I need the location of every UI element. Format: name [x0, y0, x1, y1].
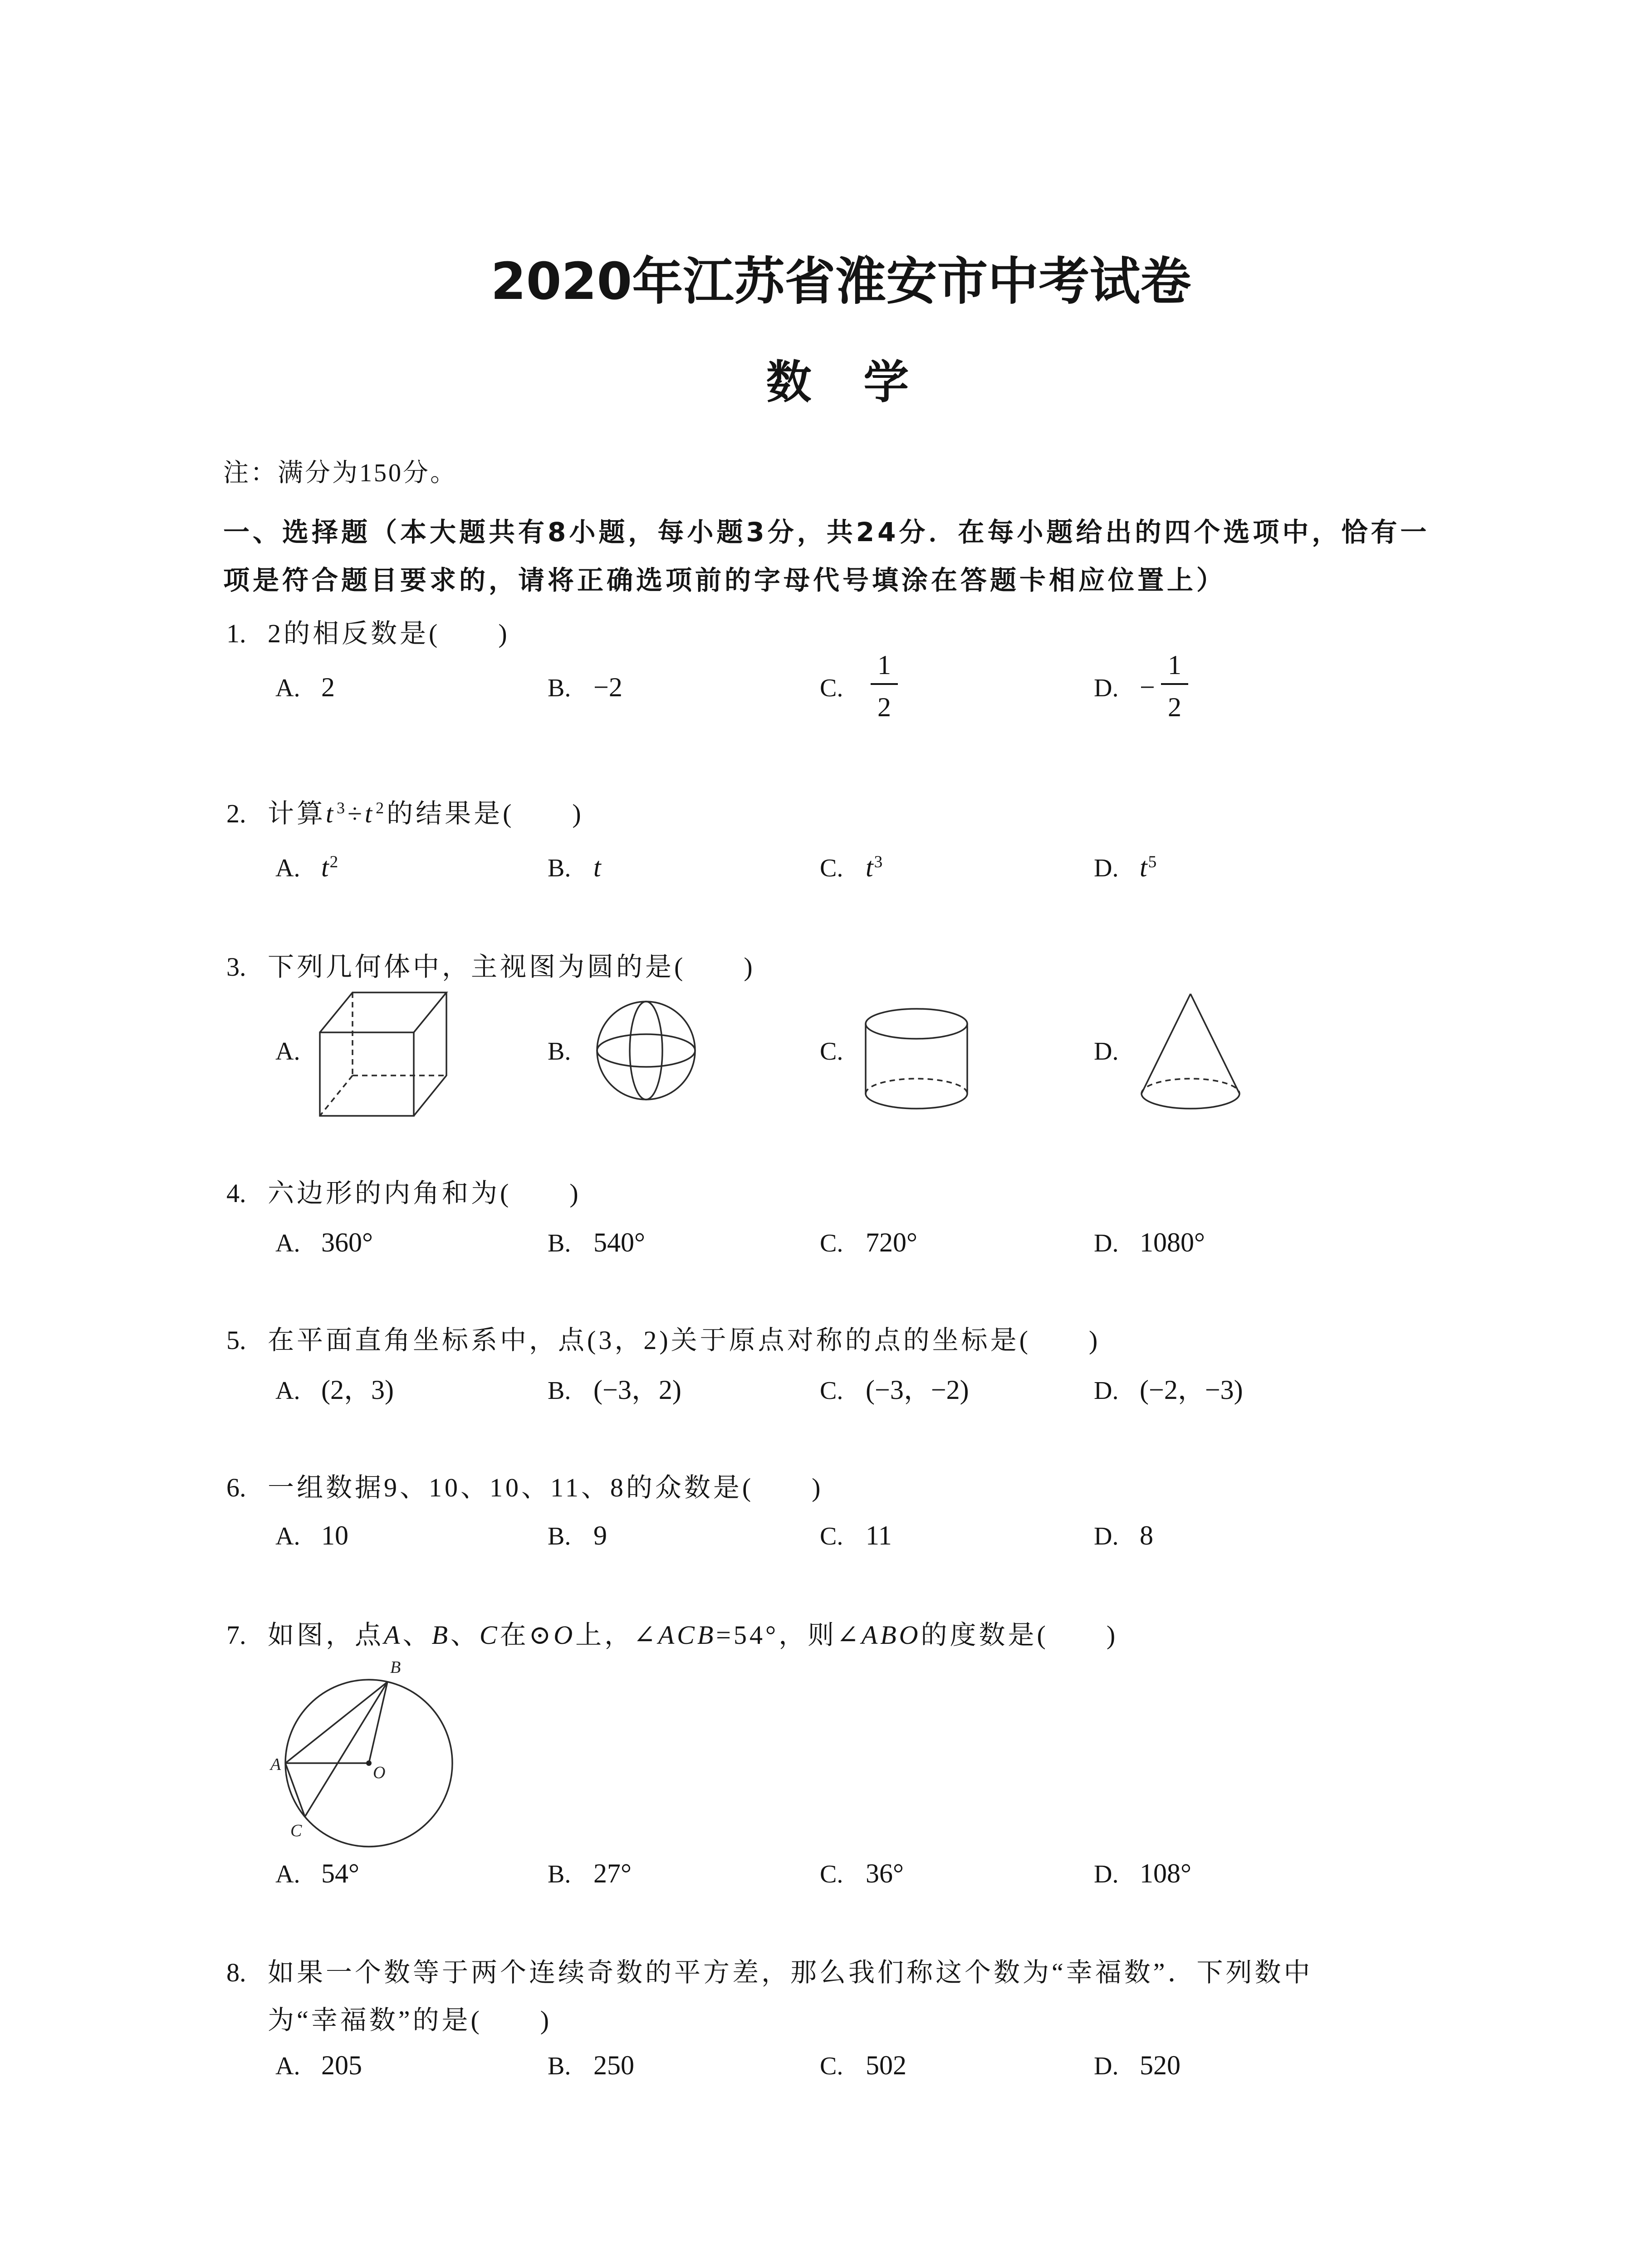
- question-3-option-c: [820, 1035, 866, 1067]
- option-label: C.: [820, 1522, 843, 1550]
- cylinder-base-back: [866, 1079, 967, 1094]
- option-label: A.: [275, 1037, 300, 1066]
- option-value: 502: [866, 2050, 906, 2080]
- question-1-option-d: [1094, 650, 1181, 722]
- angle-label: ACB: [658, 1620, 716, 1650]
- option-value: 9: [593, 1520, 607, 1550]
- question-number: 2.: [226, 799, 246, 828]
- question-3-option-b: [548, 1035, 593, 1067]
- point-label: A: [384, 1620, 403, 1650]
- question-4-option-d: [1094, 1227, 1205, 1259]
- option-label: C.: [820, 854, 843, 882]
- option-label: B.: [548, 854, 571, 882]
- question-5-option-c: [820, 1374, 969, 1407]
- exponent: 2: [329, 852, 338, 871]
- question-1-option-c: [820, 650, 891, 722]
- option-label: B.: [548, 1229, 571, 1257]
- question-stem-text: 如图，点: [268, 1620, 384, 1650]
- option-value: 720°: [866, 1227, 917, 1257]
- variable: t: [364, 799, 375, 828]
- section-instructions-line-1: 一、选择题（本大题共有8小题，每小题3分，共24分．在每小题给出的四个选项中，恰有一: [223, 517, 1430, 547]
- fraction-denominator: 2: [877, 692, 891, 722]
- option-label: D.: [1094, 1037, 1119, 1066]
- question-8-option-b: [548, 2049, 634, 2082]
- question-6-option-d: [1094, 1520, 1153, 1552]
- question-number: 1.: [226, 619, 246, 648]
- question-7: [226, 1619, 1118, 1651]
- question-5: [226, 1325, 1100, 1356]
- option-value: 36°: [866, 1858, 904, 1888]
- minus-sign: −: [1140, 672, 1155, 702]
- question-3: [226, 951, 755, 983]
- question-stem: 六边形的内角和为( ): [268, 1178, 581, 1208]
- option-label: B.: [548, 1860, 571, 1888]
- option-value: (2，3): [321, 1375, 394, 1405]
- option-label: C.: [820, 2052, 843, 2080]
- cylinder-top: [866, 1009, 967, 1039]
- option-label: D.: [1094, 674, 1119, 702]
- question-stem: 2的相反数是( ): [268, 619, 510, 648]
- question-4-option-a: [275, 1227, 373, 1259]
- option-label: B.: [548, 674, 571, 702]
- option-label: B.: [548, 1037, 571, 1066]
- question-3-option-d: [1094, 1035, 1140, 1067]
- option-label: A.: [275, 2052, 300, 2080]
- cube-hidden-edges: [320, 992, 446, 1116]
- question-5-option-a: [275, 1374, 394, 1407]
- question-2-option-b: [548, 851, 601, 884]
- question-stem: 一组数据9、10、10、11、8的众数是( ): [268, 1473, 823, 1502]
- exponent: 2: [376, 799, 387, 817]
- question-2-option-d: [1094, 851, 1156, 884]
- cone-figure: [1136, 989, 1245, 1114]
- question-2-option-c: [820, 851, 882, 884]
- question-stem: 下列几何体中，主视图为圆的是( ): [268, 952, 755, 982]
- question-stem-text: 的度数是( ): [921, 1620, 1118, 1650]
- variable: t: [321, 852, 329, 882]
- exponent: 3: [874, 852, 883, 871]
- center-point: [366, 1760, 372, 1766]
- question-stem-text: 上，∠: [575, 1620, 658, 1650]
- option-value: (−3，2): [593, 1375, 681, 1405]
- option-value: 2: [321, 672, 335, 702]
- option-value: 8: [1140, 1520, 1153, 1550]
- question-number: 5.: [226, 1325, 246, 1355]
- question-8: [226, 1957, 1313, 1989]
- question-6: [226, 1472, 823, 1504]
- variable: t: [1140, 852, 1147, 882]
- point-label: C: [479, 1620, 500, 1650]
- option-label: C.: [820, 1860, 843, 1888]
- question-7-option-d: [1094, 1857, 1191, 1890]
- question-1-option-b: [548, 671, 622, 704]
- question-6-option-a: [275, 1520, 348, 1552]
- option-value: (−2，−3): [1140, 1375, 1243, 1405]
- score-note: 注：满分为150分。: [223, 459, 457, 487]
- circle-figure: [254, 1651, 463, 1842]
- question-stem-text: 在⊙: [500, 1620, 554, 1650]
- question-stem-text: 、: [402, 1620, 432, 1650]
- option-label: D.: [1094, 854, 1119, 882]
- option-label: A.: [275, 1229, 300, 1257]
- question-2: [226, 798, 584, 830]
- division-sign: ÷: [348, 799, 365, 828]
- exponent: 5: [1148, 852, 1157, 871]
- triangle-and-radii: [285, 1682, 387, 1817]
- question-4: [226, 1178, 581, 1209]
- question-number: 4.: [226, 1178, 246, 1208]
- question-7-option-a: [275, 1857, 359, 1890]
- point-b-label: B: [390, 1658, 401, 1677]
- cube-visible-edges: [320, 992, 446, 1116]
- sphere-outline: [597, 1002, 695, 1100]
- option-label: A.: [275, 854, 300, 882]
- point-o-label: O: [373, 1763, 386, 1782]
- option-value: 520: [1140, 2050, 1181, 2080]
- option-label: D.: [1094, 1522, 1119, 1550]
- option-value: 54°: [321, 1858, 359, 1888]
- question-stem-text: 的结果是( ): [387, 799, 584, 828]
- subject-title: 数 学: [766, 356, 916, 409]
- option-label: C.: [820, 1377, 843, 1405]
- option-label: A.: [275, 1377, 300, 1405]
- question-stem-line-1: 如果一个数等于两个连续奇数的平方差，那么我们称这个数为“幸福数”．下列数中: [268, 1958, 1313, 1987]
- question-6-option-b: [548, 1520, 607, 1552]
- question-5-option-b: [548, 1374, 681, 1407]
- fraction-denominator: 2: [1168, 692, 1181, 722]
- question-stem-line-2: 为“幸福数”的是( ): [268, 2005, 552, 2035]
- cube-figure: [313, 984, 454, 1125]
- question-5-option-d: [1094, 1374, 1243, 1407]
- question-number: 8.: [226, 1958, 246, 1987]
- point-label: B: [431, 1620, 451, 1650]
- fraction-bar: [1161, 683, 1188, 685]
- question-stem-text: =54°，则∠: [716, 1620, 862, 1650]
- question-4-option-b: [548, 1227, 645, 1259]
- exam-title: 2020年江苏省淮安市中考试卷: [490, 252, 1191, 311]
- fraction: [1161, 649, 1188, 723]
- question-stem-text: 、: [450, 1620, 480, 1650]
- option-label: B.: [548, 1522, 571, 1550]
- question-number: 3.: [226, 952, 246, 982]
- point-c-label: C: [290, 1821, 302, 1840]
- cone-base-front: [1141, 1094, 1239, 1109]
- fraction-numerator: 1: [1168, 650, 1181, 680]
- cone-base-back: [1141, 1079, 1239, 1094]
- question-number: 7.: [226, 1620, 246, 1650]
- point-label: O: [554, 1620, 576, 1650]
- angle-label: ABO: [861, 1620, 921, 1650]
- fraction-bar: [871, 683, 898, 685]
- question-1-option-a: [275, 671, 335, 704]
- question-7-option-b: [548, 1857, 632, 1890]
- option-label: C.: [820, 674, 843, 702]
- cylinder-base-front: [866, 1094, 967, 1109]
- option-value: 11: [866, 1520, 892, 1550]
- option-label: B.: [548, 2052, 571, 2080]
- option-label: C.: [820, 1229, 843, 1257]
- option-label: C.: [820, 1037, 843, 1066]
- exponent: 3: [337, 799, 348, 817]
- question-8-option-d: [1094, 2049, 1181, 2082]
- section-instructions-line-2: 项是符合题目要求的，请将正确选项前的字母代号填涂在答题卡相应位置上）: [223, 565, 1226, 596]
- fraction-numerator: 1: [877, 650, 891, 680]
- option-value: 540°: [593, 1227, 645, 1257]
- question-number: 6.: [226, 1473, 246, 1502]
- option-value: 108°: [1140, 1858, 1191, 1888]
- option-value: −2: [593, 672, 622, 702]
- variable: t: [326, 799, 336, 828]
- question-4-option-c: [820, 1227, 917, 1259]
- question-6-option-c: [820, 1520, 892, 1552]
- cube-front-face: [320, 1032, 414, 1116]
- option-label: A.: [275, 674, 300, 702]
- question-8-option-a: [275, 2049, 362, 2082]
- fraction: [871, 649, 898, 723]
- option-value: 1080°: [1140, 1227, 1205, 1257]
- option-label: D.: [1094, 1377, 1119, 1405]
- cone-sides: [1141, 994, 1239, 1094]
- question-8-option-c: [820, 2049, 906, 2082]
- question-2-option-a: [275, 851, 338, 884]
- question-stem-text: 计算: [268, 799, 326, 828]
- variable: t: [866, 852, 873, 882]
- question-7-option-c: [820, 1857, 904, 1890]
- sphere-figure: [594, 999, 699, 1103]
- question-1: [226, 618, 510, 650]
- option-value: 27°: [593, 1858, 632, 1888]
- sphere-equator: [597, 1034, 695, 1067]
- option-value: 250: [593, 2050, 634, 2080]
- question-stem: 在平面直角坐标系中，点(3，2)关于原点对称的点的坐标是( ): [268, 1325, 1101, 1355]
- option-label: A.: [275, 1522, 300, 1550]
- sphere-meridian: [630, 1002, 662, 1100]
- option-value: 360°: [321, 1227, 373, 1257]
- cylinder-figure: [860, 1004, 973, 1113]
- variable: t: [593, 852, 601, 882]
- option-value: 205: [321, 2050, 362, 2080]
- option-label: B.: [548, 1377, 571, 1405]
- option-value: (−3，−2): [866, 1375, 969, 1405]
- option-label: D.: [1094, 2052, 1119, 2080]
- option-value: 10: [321, 1520, 348, 1550]
- point-a-label: A: [270, 1755, 281, 1774]
- option-label: A.: [275, 1860, 300, 1888]
- option-label: D.: [1094, 1860, 1119, 1888]
- option-label: D.: [1094, 1229, 1119, 1257]
